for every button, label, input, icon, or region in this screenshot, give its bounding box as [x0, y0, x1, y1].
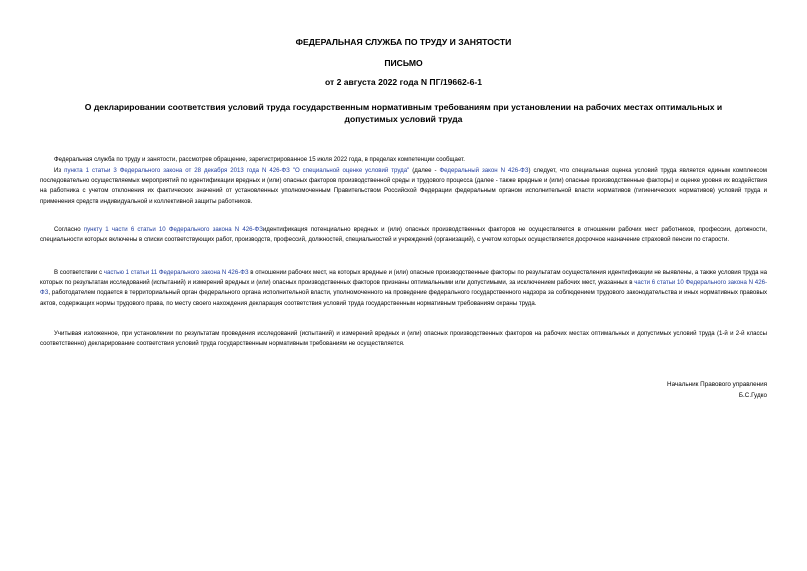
signatory-title: Начальник Правового управления: [667, 381, 767, 388]
paragraph-definition: [40, 166, 767, 207]
paragraph-identification: [40, 225, 767, 245]
p2-text-mid: (далее -: [409, 167, 440, 174]
signatory-name: Б.С.Гудко: [738, 392, 767, 399]
p3-text-rest: идентификация потенциально вредных и (или) опасных производственных факторов не осуществляется в отношении рабочих мест работников, профессии, должности, специальности которых включены в списки соответствующих работ, производств, профессий, должностей, специальностей и учреждений (организаций), с учетом которых осуществляется досрочное назначение страховой пенсии по старости.: [40, 226, 767, 244]
p2-text-rest: ) следует, что специальная оценка условий труда является единым комплексом последовательно осуществляемых мероприятий по идентификации вредных и (или) опасных факторов производственной среды и трудового процесса (далее - также вредные и (или) опасные производственные факторы) и оценке уровня их воздействия на работника с учетом отклонения их фактических значений от установленных уполномоченным Правительством Российской Федерации федеральным органом исполнительной власти нормативов (гигиенических нормативов) условий труда и применения средств индивидуальной и коллективной защиты работников.: [40, 167, 767, 205]
p2-text-pre: Из: [54, 167, 65, 174]
law-link-article-10-part-6[interactable]: части 6 статьи 10 Федерального закона N 426-ФЗ: [40, 279, 767, 297]
paragraph-declaration: [40, 268, 767, 309]
p4-text-rest: , работодателем подается в территориальный орган федерального органа исполнительной власти, уполномоченного на проведение федерального государственного надзора за соблюдением трудового законодательства и иных нормативных правовых актов, содержащих нормы трудового права, по месту своего нахождения декларация соответствия условий труда государственным нормативным требованиям охраны труда.: [40, 289, 767, 307]
agency-name: ФЕДЕРАЛЬНАЯ СЛУЖБА ПО ТРУДУ И ЗАНЯТОСТИ: [295, 37, 512, 47]
paragraph-intro: Федеральная служба по труду и занятости, рассмотрев обращение, зарегистрированное 15 июля 2022 года, в пределах компетенции сообщает.: [54, 156, 465, 163]
p3-text-pre: Согласно: [54, 226, 84, 233]
law-link-426-fz[interactable]: Федеральный закон N 426-ФЗ: [439, 167, 529, 174]
document-date-number: от 2 августа 2022 года N ПГ/19662-6-1: [324, 77, 483, 87]
document-subject: О декларировании соответствия условий труда государственным нормативным требованиям при установлении на рабочих местах оптимальных и допустимых условий труда: [84, 102, 723, 124]
law-link-article-10-part-6-item-1[interactable]: пункту 1 части 6 статьи 10 Федерального закона N 426-ФЗ: [83, 226, 263, 233]
document-type: ПИСЬМО: [384, 58, 423, 68]
paragraph-conclusion: Учитывая изложенное, при установлении по результатам проведения исследований (испытаний) и измерений вредных и (или) опасных производственных факторов на рабочих местах оптимальных и допустимых условий труда (1-й и 2-й классы соответственно) декларирование соответствия условий труда государственным нормативным требованиям не осуществляется.: [40, 330, 767, 348]
p4-text-mid: в отношении рабочих мест, на которых вредные и (или) опасные производственные факторы по результатам осуществления идентификации не выявлены, а также условия труда на которых по результатам исследований (испытаний) и измерений вредных и (или) опасных производственных факторов признаны оптимальными или допустимыми, за исключением рабочих мест, указанных в: [40, 269, 768, 287]
law-link-article-11-part-1[interactable]: частью 1 статьи 11 Федерального закона N 426-ФЗ: [103, 269, 249, 276]
law-link-article-3[interactable]: пункта 1 статьи 3 Федерального закона от 28 декабря 2013 года N 426-ФЗ "О специальной оценке условий труда": [64, 167, 410, 174]
p4-text-pre: В соответствии с: [54, 269, 104, 276]
